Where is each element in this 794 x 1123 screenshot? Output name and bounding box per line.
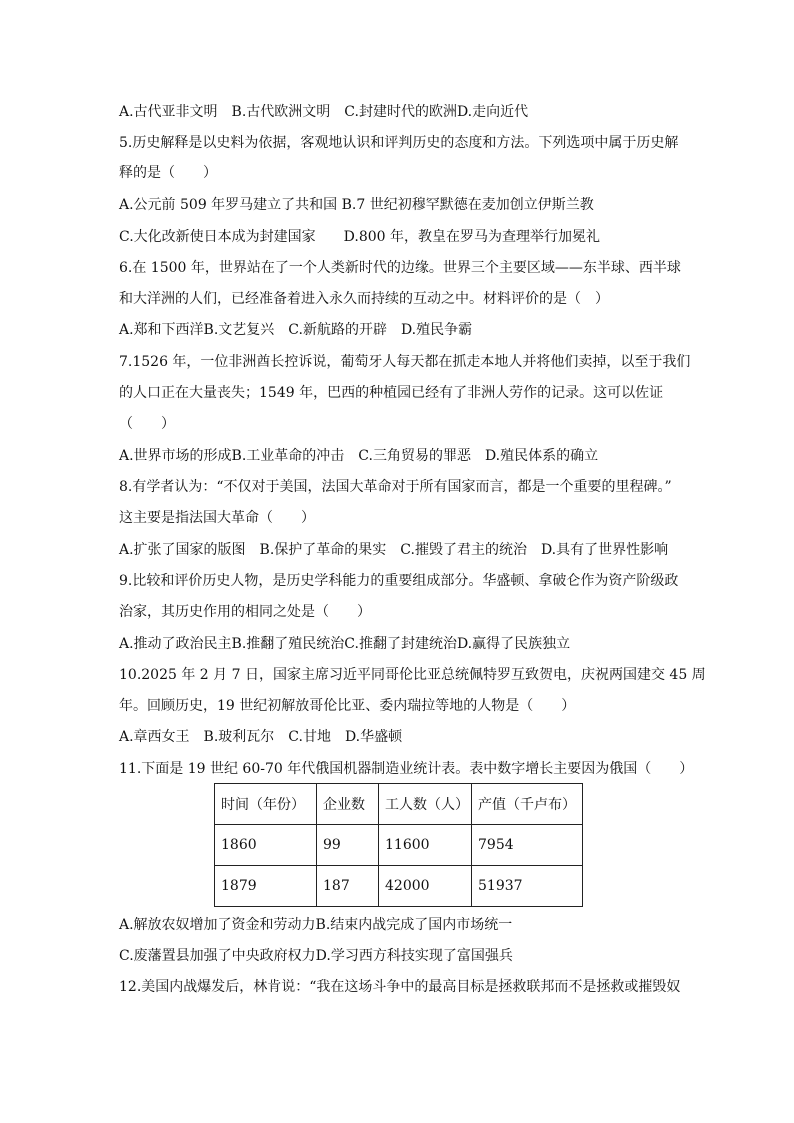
q6-stem: 6.在 1500 年，世界站在了一个人类新时代的边缘。世界三个主要区域——东半球、西半球 [119, 260, 681, 276]
q12-stem: 12.美国内战爆发后，林肯说：“我在这场斗争中的最高目标是拯救联邦而不是拯救或摧毁奴 [119, 979, 681, 995]
q5-stem-cont: 释的是（ ） [119, 165, 217, 181]
q11-stem: 11.下面是 19 世纪 60-70 年代俄国机器制造业统计表。表中数字增长主要因为俄国（ ） [119, 761, 694, 777]
table-header-cell: 时间（年份） [215, 784, 317, 825]
table-cell: 11600 [379, 825, 472, 866]
q6-stem-cont: 和大洋洲的人们，已经准备着进入永久而持续的互动之中。材料评价的是（ ） [119, 291, 609, 307]
table-header-row [215, 784, 583, 825]
q8-options: A.扩张了国家的版图 B.保护了革命的果实 C.摧毁了君主的统治 D.具有了世界性影响 [119, 542, 669, 558]
table-cell: 99 [317, 825, 379, 866]
table-header-cell: 企业数 [317, 784, 379, 825]
table-header-cell: 产值（千卢布） [472, 784, 583, 825]
q9-stem: 9.比较和评价历史人物，是历史学科能力的重要组成部分。华盛顿、拿破仑作为资产阶级政 [119, 573, 679, 589]
q9-options: A.推动了政治民主B.推翻了殖民统治C.推翻了封建统治D.赢得了民族独立 [119, 636, 571, 652]
q11-options-ab: A.解放农奴增加了资金和劳动力B.结束内战完成了国内市场统一 [119, 917, 513, 933]
q4-options: A.古代亚非文明 B.古代欧洲文明 C.封建时代的欧洲D.走向近代 [119, 104, 529, 120]
russia-machinery-table [214, 783, 583, 907]
table-row [215, 866, 583, 907]
q5-options-ab: A.公元前 509 年罗马建立了共和国 B.7 世纪初穆罕默德在麦加创立伊斯兰教 [119, 197, 594, 213]
table-cell: 187 [317, 866, 379, 907]
table-cell: 1879 [215, 866, 317, 907]
table-row [215, 825, 583, 866]
table-header-cell: 工人数（人） [379, 784, 472, 825]
q7-options: A.世界市场的形成B.工业革命的冲击 C.三角贸易的罪恶 D.殖民体系的确立 [119, 448, 599, 464]
q11-options-cd: C.废藩置县加强了中央政府权力D.学习西方科技实现了富国强兵 [119, 948, 513, 964]
q5-stem: 5.历史解释是以史料为依据，客观地认识和评判历史的态度和方法。下列选项中属于历史解 [119, 135, 679, 151]
q8-stem-cont: 这主要是指法国大革命（ ） [119, 510, 315, 526]
q10-stem-cont: 年。回顾历史，19 世纪初解放哥伦比亚、委内瑞拉等地的人物是（ ） [119, 698, 576, 714]
q9-stem-cont: 治家，其历史作用的相同之处是（ ） [119, 604, 371, 620]
table-cell: 7954 [472, 825, 583, 866]
q7-stem: 7.1526 年，一位非洲酋长控诉说，葡萄牙人每天都在抓走本地人并将他们卖掉，以至于我们 [119, 354, 691, 370]
table-cell: 51937 [472, 866, 583, 907]
table-cell: 1860 [215, 825, 317, 866]
q6-options: A.郑和下西洋B.文艺复兴 C.新航路的开辟 D.殖民争霸 [119, 322, 473, 338]
q5-options-cd: C.大化改新使日本成为封建国家 D.800 年，教皇在罗马为查理举行加冕礼 [119, 229, 601, 245]
q8-stem: 8.有学者认为：“不仅对于美国，法国大革命对于所有国家而言，都是一个重要的里程碑。” [119, 479, 672, 495]
table-cell: 42000 [379, 866, 472, 907]
q10-stem: 10.2025 年 2 月 7 日，国家主席习近平同哥伦比亚总统佩特罗互致贺电，庆祝两国建交 45 周 [119, 667, 706, 683]
q10-options: A.章西女王 B.玻利瓦尔 C.甘地 D.华盛顿 [119, 729, 403, 745]
q7-stem-cont: 的人口正在大量丧失；1549 年，巴西的种植园已经有了非洲人劳作的记录。这可以佐证 [119, 385, 664, 401]
q7-stem-bracket: （ ） [119, 416, 175, 432]
